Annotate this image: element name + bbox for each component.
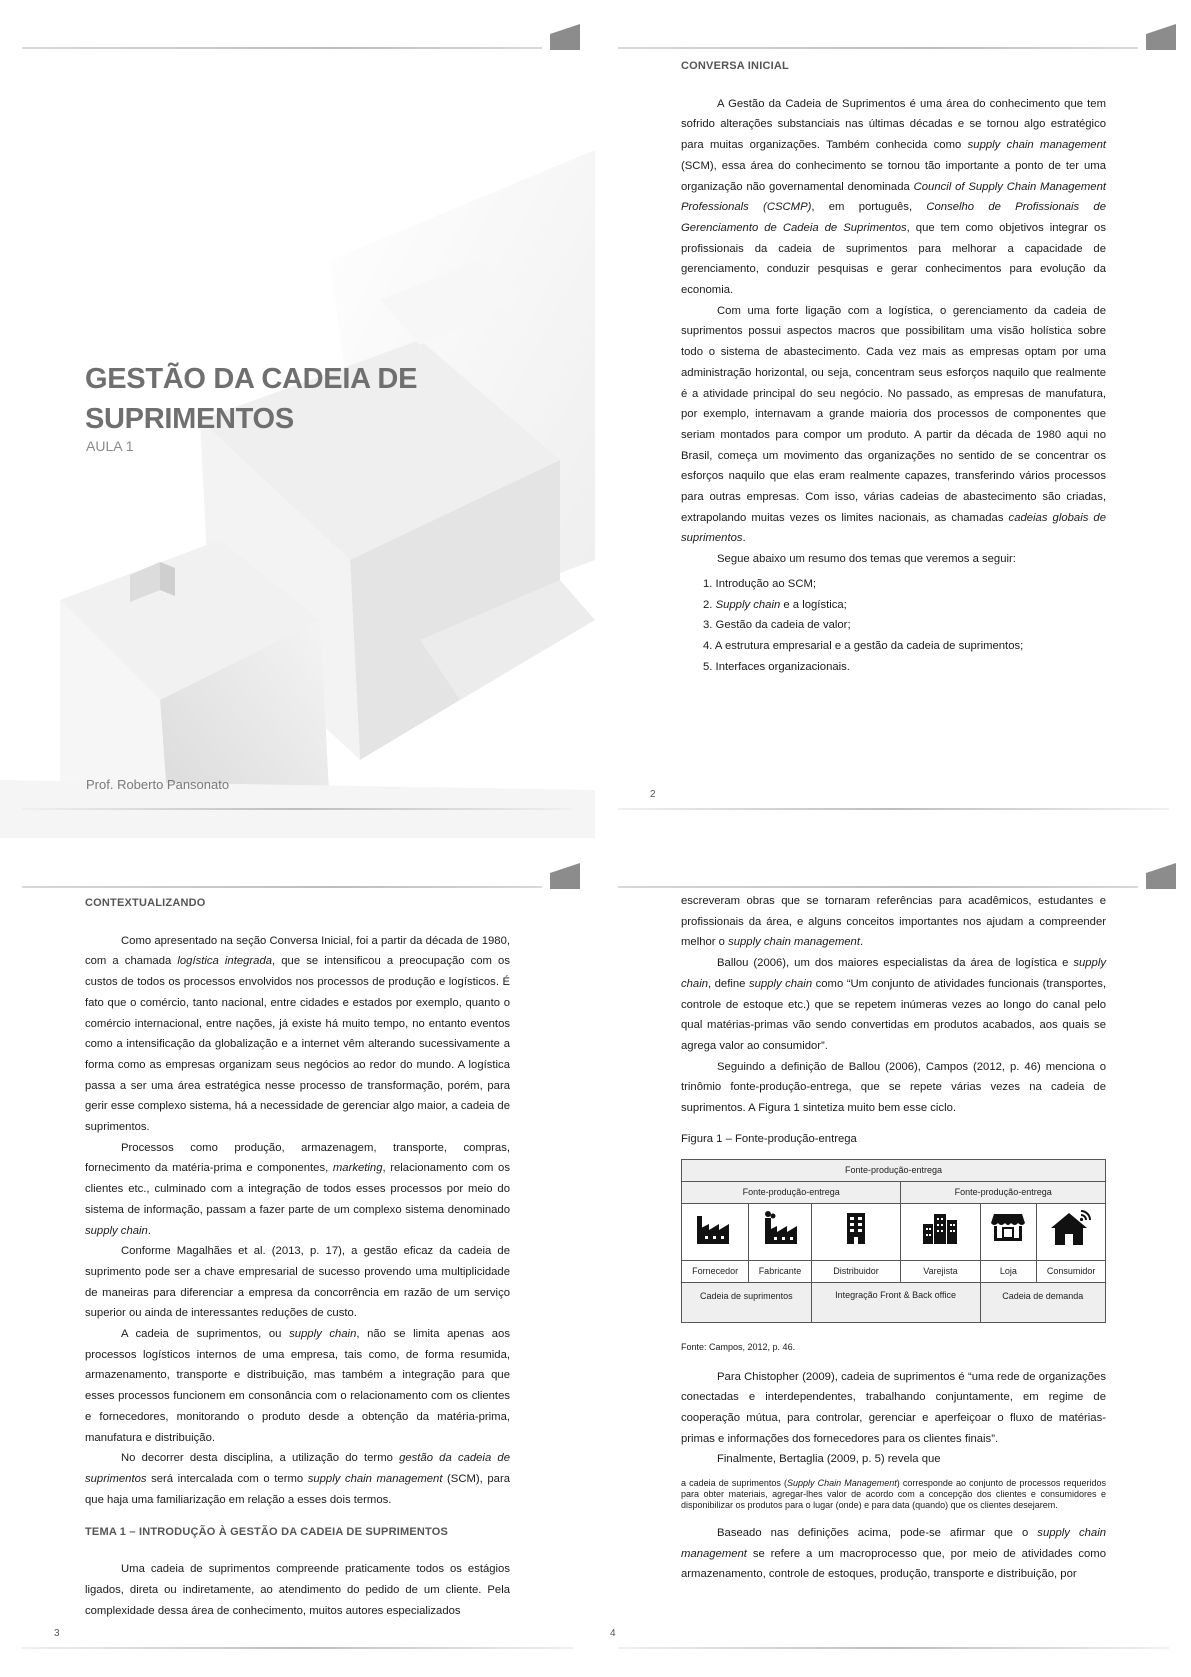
cover-page	[0, 0, 595, 838]
corner-tab-icon	[550, 863, 580, 889]
section-heading: CONTEXTUALIZANDO	[85, 897, 206, 909]
manufacturer-cell	[749, 1203, 811, 1260]
list-item: 1. Introdução ao SCM;	[703, 577, 817, 590]
distributor-cell	[811, 1203, 901, 1260]
label-supplier: Fornecedor	[682, 1260, 749, 1282]
list-item: 5. Interfaces organizacionais.	[703, 660, 850, 673]
building-icon	[836, 1210, 876, 1246]
paragraph: escreveram obras que se tornaram referências para acadêmicos, estudantes e profissionais da área, e alguns conceitos importantes nos ajudam a compreender melhor o supply chain management.	[681, 895, 1106, 949]
block-quote: a cadeia de suprimentos (Supply Chain Management) corresponde ao conjunto de processos requeridos para obter materiais, agregar-lhes valor de acordo com a concepção dos clientes e consumidores e disponibilizar os produtos para o lugar (onde) e para data (quando) que os clientes desejarem.	[681, 1478, 1106, 1511]
supply-chain-figure	[681, 1159, 1106, 1322]
paragraph: Conforme Magalhães et al. (2013, p. 17), a gestão eficaz da cadeia de suprimento pode ser a chave empresarial de sucesso provendo uma multiplicidade de maneiras para diferenciar a empresa da concorrência em razão de um serviço superior ou ainda de interessantes reduções de custo.	[85, 1245, 510, 1320]
top-rule	[618, 886, 1138, 888]
cover-author: Prof. Roberto Pansonato	[86, 777, 230, 792]
figure-source: Fonte: Campos, 2012, p. 46.	[681, 1341, 796, 1352]
label-retailer: Varejista	[901, 1260, 980, 1282]
store-icon	[988, 1210, 1028, 1246]
label-manufacturer: Fabricante	[749, 1260, 811, 1282]
figure-top-header: Fonte-produção-entrega	[682, 1160, 1106, 1182]
figure-right-header: Fonte-produção-entrega	[901, 1182, 1106, 1204]
bottom-rule	[618, 808, 1169, 810]
figure-left-header: Fonte-produção-entrega	[682, 1182, 901, 1204]
page-3	[0, 839, 595, 1677]
consumer-cell	[1037, 1203, 1106, 1260]
bottom-rule	[22, 808, 573, 810]
label-consumer: Consumidor	[1037, 1260, 1106, 1282]
figure-caption: Figura 1 – Fonte-produção-entrega	[681, 1132, 857, 1145]
paragraph: Seguindo a definição de Ballou (2006), Campos (2012, p. 46) menciona o trinômio fonte-produção-entrega, que se repete várias vezes na cadeia de suprimentos. A Figura 1 sintetiza muito bem esse ciclo.	[681, 1060, 1106, 1115]
bottom-rule	[22, 1647, 573, 1649]
page-3-content	[85, 893, 510, 1621]
top-rule	[618, 47, 1138, 49]
cover-title-line2: SUPRIMENTOS	[85, 403, 294, 435]
cover-subtitle: AULA 1	[86, 438, 134, 454]
page-2-content	[681, 56, 1106, 677]
supply-chain-band: Cadeia de suprimentos	[682, 1282, 812, 1322]
top-rule	[22, 47, 542, 49]
label-store: Loja	[980, 1260, 1037, 1282]
factory-icon	[695, 1210, 735, 1246]
bottom-rule	[618, 1647, 1169, 1649]
list-item: 4. A estrutura empresarial e a gestão da cadeia de suprimentos;	[703, 639, 1024, 652]
paragraph: Ballou (2006), um dos maiores especialistas da área de logística e supply chain, define supply chain como “Um conjunto de atividades funcionais (transportes, controle de estoque etc.) que se repetem inúmeras vezes ao longo do canal pelo qual matérias-primas vão sendo convertidas em produtos acabados, aos quais se agrega valor ao consumidor”.	[681, 957, 1106, 1052]
page-number: 3	[54, 1628, 60, 1639]
paragraph: Baseado nas definições acima, pode-se afirmar que o supply chain management se refere a um macroprocesso que, por meio de atividades como armazenamento, controle de estoques, produção, transporte e distribuição, por	[681, 1527, 1106, 1581]
corner-tab-icon	[1146, 24, 1176, 50]
paragraph: Finalmente, Bertaglia (2009, p. 5) revela que	[717, 1453, 941, 1466]
corner-tab-icon	[1146, 863, 1176, 889]
cover-title-line1: GESTÃO DA CADEIA DE	[85, 363, 418, 395]
page-4	[596, 839, 1191, 1677]
section-heading: CONVERSA INICIAL	[681, 60, 789, 72]
corner-tab-icon	[550, 24, 580, 50]
top-rule	[22, 886, 542, 888]
page-number: 2	[650, 789, 656, 800]
demand-chain-band: Cadeia de demanda	[980, 1282, 1105, 1322]
paragraph: No decorrer desta disciplina, a utilização do termo gestão da cadeia de suprimentos será intercalada com o termo supply chain management (SCM), para que haja uma familiarização em relação a esses dois termos.	[85, 1452, 510, 1506]
cover-title	[85, 359, 505, 439]
paragraph: Com uma forte ligação com a logística, o gerenciamento da cadeia de suprimentos possui aspectos macros que possibilitam uma visão holística sobre todo o sistema de abastecimento. Cada vez mais as empresas optam por uma administração horizontal, ou seja, concentram seus esforços naquilo que realmente é a atividade principal do seu negócio. No passado, as empresas de manufatura, por exemplo, internavam a grande maioria dos processos de componentes que seriam montados para compor um produto. A partir da década de 1980 aqui no Brasil, começa um movimento das organizações no sentido de se concentrar os esforços naquilo que elas eram realmente capazes, transferindo vários processos para outras empresas. Com isso, várias cadeias de abastecimento são criadas, extrapolando muitas vezes os limites nacionais, as chamadas cadeias globais de suprimentos.	[681, 304, 1106, 545]
page-4-content	[681, 891, 1106, 1585]
page-number: 4	[610, 1628, 616, 1639]
list-item: 2. Supply chain e a logística;	[703, 598, 847, 611]
paragraph: A cadeia de suprimentos, ou supply chain, não se limita apenas aos processos logísticos internos de uma empresa, tais como, de forma resumida, armazenamento, transporte e distribuição, mas também a integração para que esses processos funcionem em consonância com o relacionamento com os clientes e fornecedores, monitorando o produto desde a obtenção da matéria-prima, manufatura e distribuição.	[85, 1328, 510, 1444]
topics-list	[681, 574, 1106, 678]
label-distributor: Distribuidor	[811, 1260, 901, 1282]
front-back-integration-band: Integração Front & Back office	[811, 1282, 980, 1322]
paragraph: Para Chistopher (2009), cadeia de suprimentos é “uma rede de organizações conectadas e interdependentes, trabalhando conjuntamente, em regime de cooperação mútua, para controlar, gerenciar e aperfeiçoar o fluxo de matérias-primas e informações dos fornecedores para os clientes finais”.	[681, 1370, 1106, 1445]
paragraph: A Gestão da Cadeia de Suprimentos é uma área do conhecimento que tem sofrido alterações substanciais nas últimas décadas e se tornou algo estratégico para muitas organizações. Também conhecida como supply chain management (SCM), essa área do conhecimento se tornou tão importante a ponto de ter uma organização não governamental denominada Council of Supply Chain Management Professionals (CSCMP), em português, Conselho de Profissionais de Gerenciamento de Cadeia de Suprimentos, que tem como objetivos integrar os profissionais da cadeia de suprimentos para melhorar a capacidade de gerenciamento, conduzir pesquisas e gerar conhecimentos para evolução da economia.	[681, 97, 1106, 297]
paragraph: Segue abaixo um resumo dos temas que veremos a seguir:	[717, 553, 1016, 566]
topic-heading: TEMA 1 – INTRODUÇÃO À GESTÃO DA CADEIA DE SUPRIMENTOS	[85, 1526, 449, 1539]
store-cell	[980, 1203, 1037, 1260]
paragraph: Uma cadeia de suprimentos compreende praticamente todos os estágios ligados, direta ou indiretamente, ao atendimento do pedido de um cliente. Pela complexidade dessa área de conhecimento, muitos autores especializados	[85, 1563, 510, 1617]
list-item: 3. Gestão da cadeia de valor;	[703, 619, 851, 632]
smart-home-icon	[1048, 1208, 1094, 1248]
paragraph: Processos como produção, armazenagem, transporte, compras, fornecimento da matéria-prima e componentes, marketing, relacionamento com os clientes etc., culminado com a integração de todos esses processos por meio do sistema de informação, passam a fazer parte de um complexo sistema denominado supply chain.	[85, 1141, 510, 1237]
retailer-cell	[901, 1203, 980, 1260]
factory-smoke-icon	[760, 1210, 800, 1246]
supplier-cell	[682, 1203, 749, 1260]
paragraph: Como apresentado na seção Conversa Inicial, foi a partir da década de 1980, com a chamada logística integrada, que se intensificou a preocupação com os custos de todos os processos envolvidos nos processos de produção e logísticos. É fato que o comércio, tanto nacional, entre cidades e estados por exemplo, quanto o comércio internacional, entre nações, já existe há muito tempo, no entanto eventos como a intensificação da globalização e a internet vêm alterando sucessivamente a forma como as empresas organizam seus negócios ao redor do mundo. A logística passa a ser uma área estratégica nesse processo de transformação, porém, para gerir esse complexo sistema, há a necessidade de gerenciar algo maior, a cadeia de suprimentos.	[85, 934, 510, 1134]
city-buildings-icon	[920, 1210, 960, 1246]
page-2	[596, 0, 1191, 838]
